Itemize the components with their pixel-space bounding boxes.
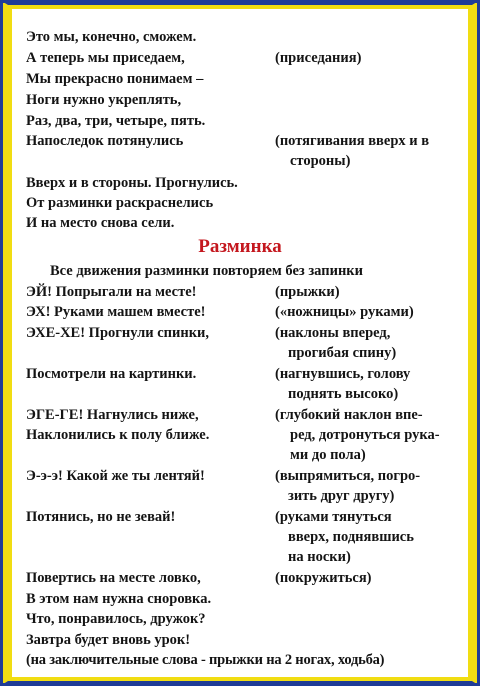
verse-line: Посмотрели на картинки. — [26, 366, 197, 382]
verse-line: Это мы, конечно, сможем. — [26, 29, 197, 45]
exercise-note: (руками тянуться — [275, 509, 392, 525]
verse-line: Повертись на месте ловко, — [26, 570, 201, 586]
verse-line: ЭЙ! Попрыгали на месте! — [26, 284, 197, 300]
exercise-note: (глубокий наклон впе- — [275, 407, 423, 423]
closing-note: (на заключительные слова - прыжки на 2 ногах, ходьба) — [26, 652, 385, 668]
exercise-note: поднять высоко) — [288, 386, 399, 402]
exercise-note: вверх, поднявшись — [288, 529, 414, 545]
exercise-note: («ножницы» руками) — [275, 304, 414, 320]
verse-line: Потянись, но не зевай! — [26, 509, 176, 525]
exercise-note: прогибая спину) — [288, 345, 397, 361]
exercise-note: стороны) — [290, 153, 351, 169]
verse-line: ЭХ! Руками машем вместе! — [26, 304, 206, 320]
exercise-note: (приседания) — [275, 50, 362, 66]
verse-line: Ноги нужно укреплять, — [26, 92, 182, 108]
verse-line: И на место снова сели. — [26, 215, 175, 231]
verse-line: От разминки раскраснелись — [26, 195, 214, 211]
verse-line: Завтра будет вновь урок! — [26, 632, 191, 648]
section-intro: Все движения разминки повторяем без запинки — [50, 263, 364, 279]
exercise-note: ми до пола) — [290, 447, 366, 463]
verse-line: Напоследок потянулись — [26, 133, 184, 149]
exercise-note: (нагнувшись, голову — [275, 366, 411, 382]
verse-line: ЭХЕ-ХЕ! Прогнули спинки, — [26, 325, 210, 341]
verse-line: Раз, два, три, четыре, пять. — [26, 113, 206, 129]
verse-line: Мы прекрасно понимаем – — [26, 71, 204, 87]
verse-line: Вверх и в стороны. Прогнулись. — [26, 175, 238, 191]
exercise-note: (потягивания вверх и в — [275, 133, 430, 149]
verse-line: ЭГЕ-ГЕ! Нагнулись ниже, — [26, 407, 199, 423]
exercise-note: на носки) — [288, 549, 351, 565]
verse-line: А теперь мы приседаем, — [26, 50, 185, 66]
verse-line: Э-э-э! Какой же ты лентяй! — [26, 468, 205, 484]
exercise-note: зить друг другу) — [288, 488, 395, 504]
exercise-note: (наклоны вперед, — [275, 325, 391, 341]
exercise-note: (прыжки) — [275, 284, 340, 300]
section-title: Разминка — [198, 236, 282, 257]
exercise-note: (выпрямиться, погро- — [275, 468, 421, 484]
exercise-note: ред, дотронуться рука- — [290, 427, 440, 443]
exercise-note: (покружиться) — [275, 570, 372, 586]
verse-line: В этом нам нужна сноровка. — [26, 591, 212, 607]
verse-line: Наклонились к полу ближе. — [26, 427, 210, 443]
verse-line: Что, понравилось, дружок? — [26, 611, 206, 627]
